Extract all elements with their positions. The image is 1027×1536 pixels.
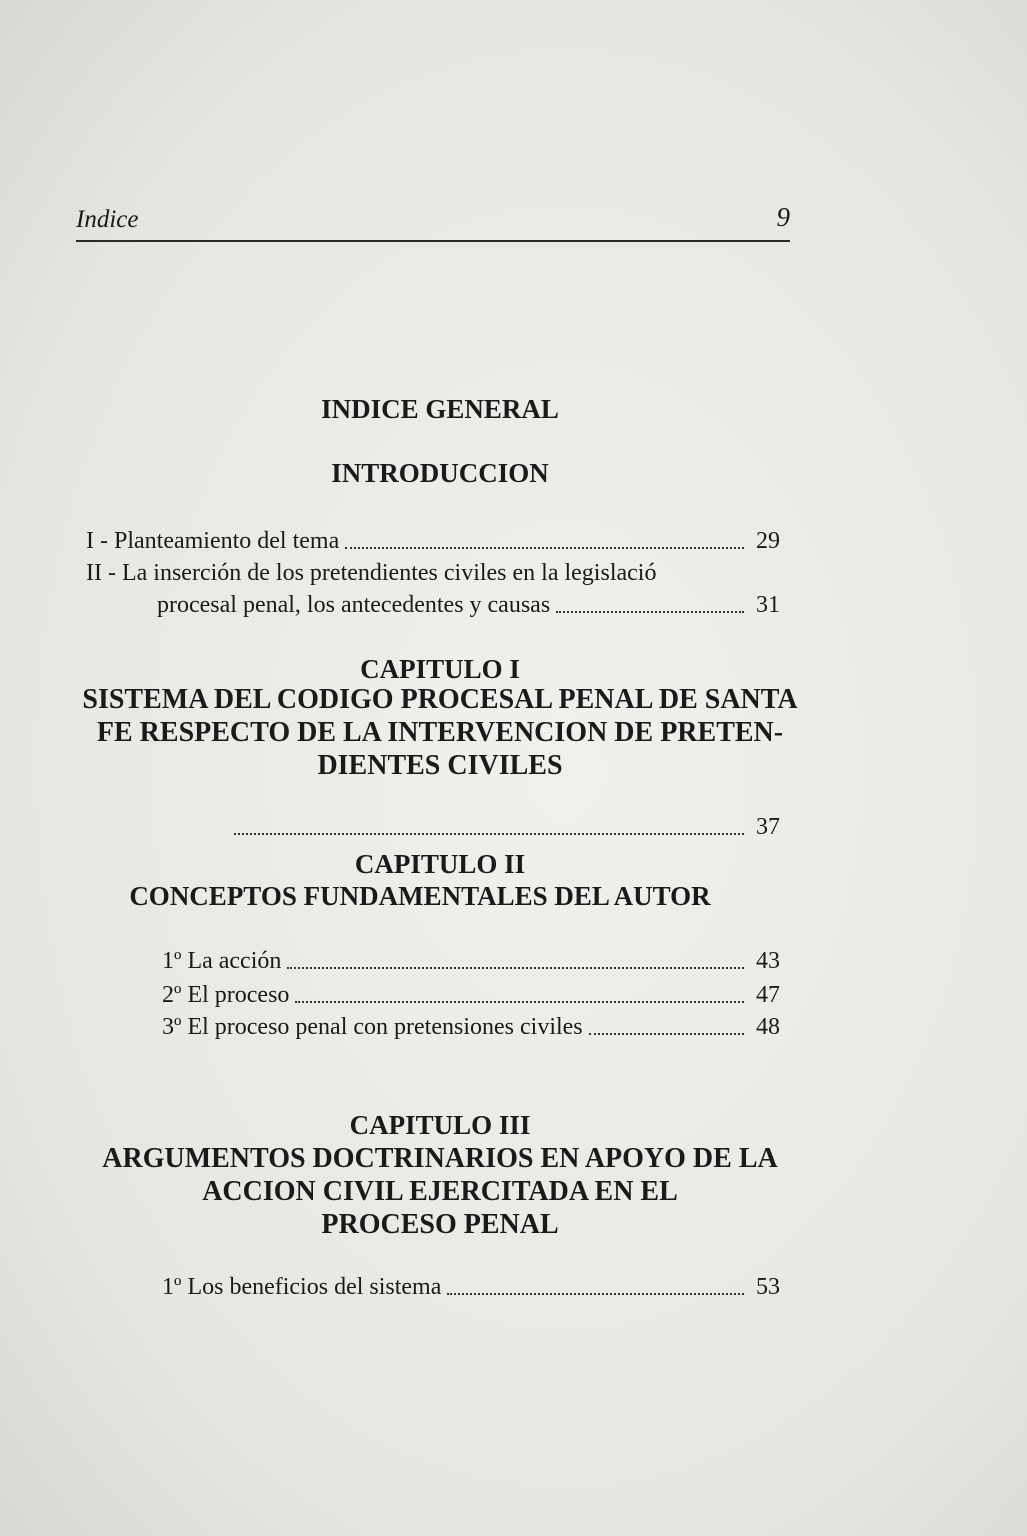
chapter1-subtitle-line2: FE RESPECTO DE LA INTERVENCION DE PRETEN- xyxy=(96,717,784,748)
running-header xyxy=(76,200,790,242)
toc-entry-page: 37 xyxy=(756,814,780,840)
dot-leader xyxy=(447,1292,744,1295)
chapter3-subtitle-line1: ARGUMENTOS DOCTRINARIOS EN APOYO DE LA xyxy=(102,1143,778,1174)
toc-entry-page: 48 xyxy=(756,1014,780,1040)
main-title: INDICE GENERAL xyxy=(321,394,559,424)
toc-entry-label: 1º Los beneficios del sistema xyxy=(162,1274,442,1300)
chapter2-title: CAPITULO II xyxy=(354,849,526,879)
chapter1-subtitle-line3: DIENTES CIVILES xyxy=(317,750,563,781)
toc-entry-page: 47 xyxy=(756,982,780,1008)
chapter3-subtitle-line3: PROCESO PENAL xyxy=(321,1209,559,1240)
dot-leader xyxy=(287,966,744,969)
toc-entry-page: 31 xyxy=(756,592,780,618)
header-page-number: 9 xyxy=(776,202,790,232)
chapter1-title: CAPITULO I xyxy=(360,654,520,684)
toc-entry-page: 53 xyxy=(756,1274,780,1300)
dot-leader xyxy=(345,546,744,549)
toc-entry xyxy=(162,1272,780,1302)
toc-entry xyxy=(228,812,780,842)
toc-entry xyxy=(162,946,780,976)
header-title: Indice xyxy=(76,206,139,233)
toc-entry xyxy=(162,980,780,1010)
chapter3-subtitle-line2: ACCION CIVIL EJERCITADA EN EL xyxy=(202,1176,678,1207)
dot-leader xyxy=(234,832,744,835)
chapter3-title: CAPITULO III xyxy=(349,1110,531,1140)
toc-entry-page: 43 xyxy=(756,948,780,974)
dot-leader xyxy=(295,1000,744,1003)
chapter2-subtitle: CONCEPTOS FUNDAMENTALES DEL AUTOR xyxy=(129,881,711,911)
toc-entry-label: procesal penal, los antecedentes y causas xyxy=(157,592,551,618)
toc-entry-label: I - Planteamiento del tema xyxy=(86,528,340,554)
toc-entry-label: 3º El proceso penal con pretensiones civiles xyxy=(162,1014,583,1040)
dot-leader xyxy=(589,1032,744,1035)
dot-leader xyxy=(556,610,744,613)
toc-entry-label: 1º La acción xyxy=(162,948,282,974)
introduction-title: INTRODUCCION xyxy=(331,458,549,488)
toc-entry-label: 2º El proceso xyxy=(162,982,290,1008)
toc-entry xyxy=(157,590,780,620)
chapter1-subtitle-line1: SISTEMA DEL CODIGO PROCESAL PENAL DE SANTA xyxy=(82,684,798,715)
toc-entry xyxy=(162,1012,780,1042)
toc-entry-line1 xyxy=(86,558,780,588)
toc-entry-label: II - La inserción de los pretendientes civiles en la legislació xyxy=(86,560,657,586)
toc-entry xyxy=(86,526,780,556)
toc-entry-page: 29 xyxy=(756,528,780,554)
